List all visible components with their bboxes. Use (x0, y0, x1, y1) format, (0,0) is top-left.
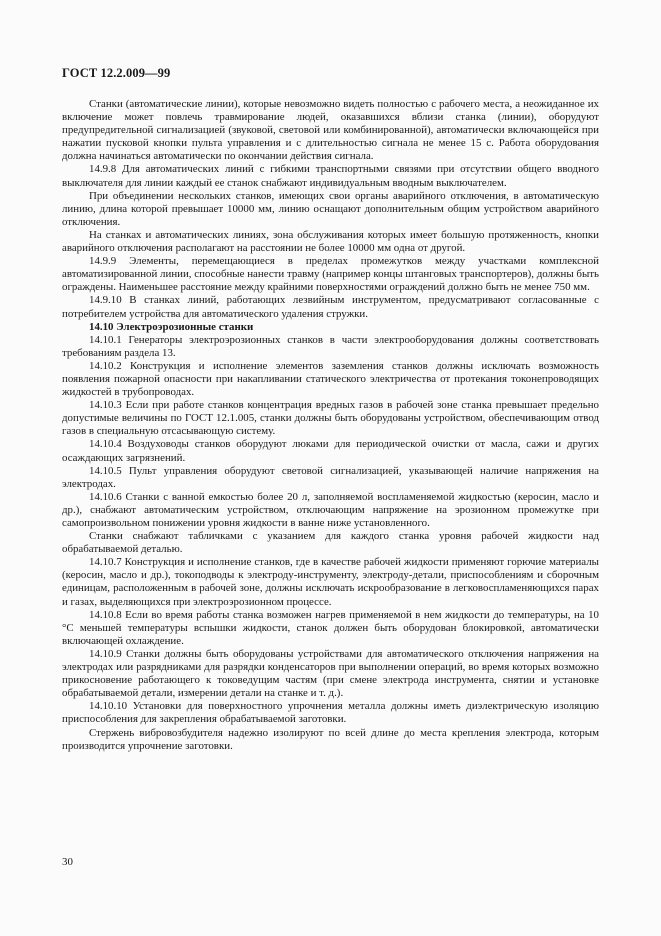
paragraph: 14.9.10 В станках линий, работающих лезвийным инструментом, предусматривают согласованные с потребителем устройства для автоматического удаления стружки. (62, 294, 599, 320)
paragraph: 14.9.8 Для автоматических линий с гибкими транспортными связями при отсутствии общего вводного выключателя для линии каждый ее станок снабжают индивидуальным вводным выключателем. (62, 163, 599, 189)
paragraph: 14.10.6 Станки с ванной емкостью более 20 л, заполняемой воспламеняемой жидкостью (керосин, масло и др.), снабжают автоматическим устройством, отключающим напряжение на эрозионном промежутке при самопроизвольном понижении уровня жидкости в ванне ниже установленного. (62, 490, 599, 529)
paragraph: 14.9.9 Элементы, перемещающиеся в пределах промежутков между участками комплексной автоматизированной линии, способные нанести травму (например концы штанговых транспортеров), должны быть ограждены. Наименьшее расстояние между крайними поверхностями ограждений должно быть не менее 750 мм. (62, 255, 599, 294)
standard-header: ГОСТ 12.2.009—99 (62, 66, 171, 80)
paragraph: 14.10.5 Пульт управления оборудуют световой сигнализацией, указывающей наличие напряжения на электродах. (62, 464, 599, 490)
paragraph: 14.10.10 Установки для поверхностного упрочнения металла должны иметь диэлектрическую изоляцию приспособления для закрепления обрабатываемой заготовки. (62, 700, 599, 726)
paragraph: Стержень вибровозбудителя надежно изолируют по всей длине до места крепления электрода, которым производится упрочнение заготовки. (62, 726, 599, 752)
paragraph: 14.10.3 Если при работе станков концентрация вредных газов в рабочей зоне станка превышает предельно допустимые величины по ГОСТ 12.1.005, станки должны быть оборудованы устройством, обеспечивающим отвод газов в специальную отсасывающую систему. (62, 399, 599, 438)
paragraph: На станках и автоматических линиях, зона обслуживания которых имеет большую протяженность, кнопки аварийного отключения располагают на расстоянии не более 10000 мм одна от другой. (62, 228, 599, 255)
paragraph: 14.10.1 Генераторы электроэрозионных станков в части электрооборудования должны соответствовать требованиям раздела 13. (62, 333, 599, 359)
body-text (62, 98, 599, 753)
paragraph: 14.10.9 Станки должны быть оборудованы устройствами для автоматического отключения напряжения на электродах или разрядниками для разрядки конденсаторов при выполнении операций, во время которых возможно прикосновение работающего к токоведущим частям (при смене электрода инструмента, снятии и установке обрабатываемой детали, измерении детали на станке и т. д.). (62, 647, 599, 700)
paragraph: 14.10.8 Если во время работы станка возможен нагрев применяемой в нем жидкости до температуры, на 10 °С меньшей температуры вспышки жидкости, станок должен быть оборудован блокировкой, автоматически включающей охлаждение. (62, 608, 599, 647)
paragraph: 14.10.7 Конструкция и исполнение станков, где в качестве рабочей жидкости применяют горючие материалы (керосин, масло и др.), токоподводы к электроду-инструменту, электроду-детали, приспособлениям и сборочным единицам, расположенным в рабочей зоне, должны исключать искрообразование в легковоспламеняющихся парах и газах, выделяющихся при электроэрозионном процессе. (62, 556, 599, 608)
paragraph: Станки снабжают табличками с указанием для каждого станка уровня рабочей жидкости над обрабатываемой деталью. (62, 530, 599, 556)
paragraph: Станки (автоматические линии), которые невозможно видеть полностью с рабочего места, а неожиданное их включение может повлечь травмирование людей, оказавшихся вблизи станка (линии), оборудуют предупредительной сигнализацией (звуковой, световой или комбинированной), автоматически включающейся при нажатии пусковой кнопки пульта управления и с длительностью сигнала не менее 15 с. Работа оборудования должна начинаться автоматически по окончании действия сигнала. (62, 98, 599, 163)
paragraph: 14.10.4 Воздуховоды станков оборудуют люками для периодической очистки от масла, сажи и других осаждающих загрязнений. (62, 438, 599, 464)
section-heading: 14.10 Электроэрозионные станки (89, 320, 254, 333)
paragraph: 14.10.2 Конструкция и исполнение элементов заземления станков должны исключать возможность появления пожарной опасности при накапливании статического электричества от протекания токонепроводящих жидкостей в трубопроводах. (62, 359, 599, 399)
page-number: 30 (62, 856, 73, 868)
paragraph: При объединении нескольких станков, имеющих свои органы аварийного отключения, в автоматическую линию, длина которой превышает 10000 мм, линию оснащают дополнительным общим устройством аварийного отключения. (62, 189, 599, 228)
